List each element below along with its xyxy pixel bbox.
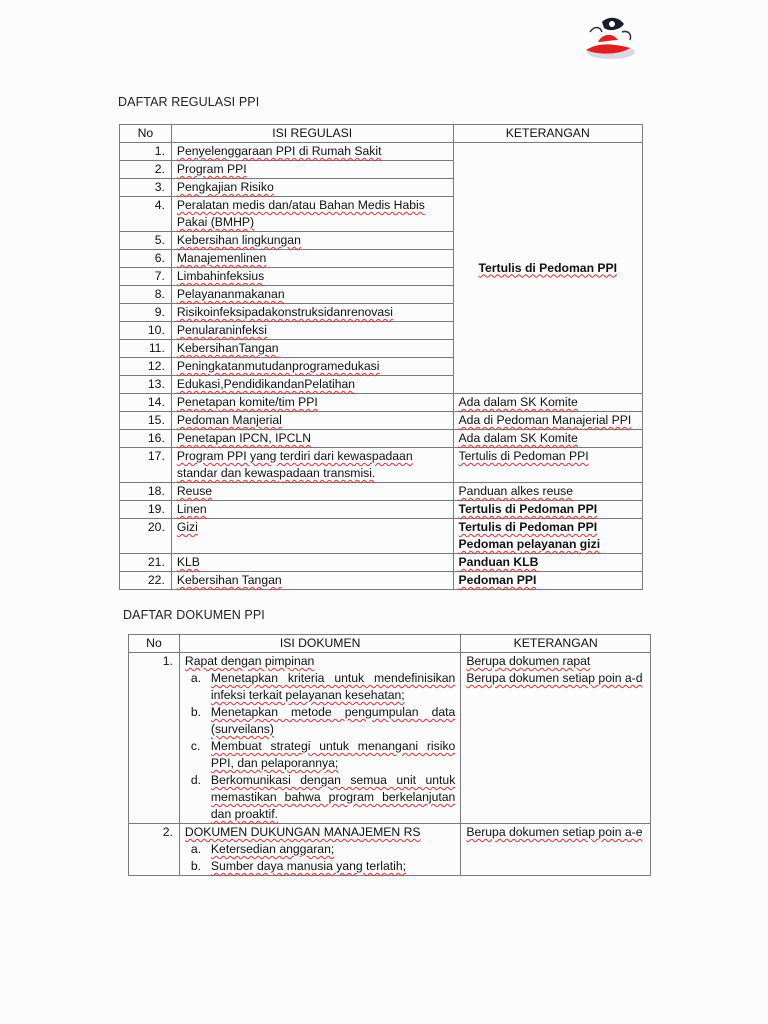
table-row <box>120 412 643 430</box>
row-isi-text: Gizi <box>176 520 198 534</box>
keterangan-text: Ada dalam SK Komite <box>458 431 578 445</box>
row-keterangan <box>453 572 642 590</box>
row-keterangan <box>453 519 642 554</box>
keterangan-text: Ada dalam SK Komite <box>458 395 578 409</box>
keterangan-text: Pedoman PPI <box>458 573 537 587</box>
row-keterangan <box>453 394 642 412</box>
keterangan-text-2: Pedoman pelayanan gizi <box>458 537 601 551</box>
keterangan-text: Panduan alkes reuse <box>458 484 574 498</box>
row-isi-text: Penyelenggaraan PPI di Rumah Sakit <box>176 144 382 158</box>
list-item <box>185 704 455 738</box>
row-isi <box>171 232 453 250</box>
list-item-letter: a. <box>190 842 202 856</box>
row-number: 19. <box>120 501 172 519</box>
list-item-letter: a. <box>190 671 202 685</box>
header-no: No <box>120 125 172 143</box>
list-item-text: Menetapkan kriteria untuk mendefinisikan infeksi terkait pelayanan kesehatan; <box>210 671 456 702</box>
sub-item-list <box>185 670 455 823</box>
row-isi-text: Manajemenlinen <box>176 251 267 265</box>
row-number: 4. <box>120 197 172 232</box>
row-number: 14. <box>120 394 172 412</box>
row-isi-text: Penularaninfeksi <box>176 323 267 337</box>
table-row <box>120 430 643 448</box>
table-row <box>120 143 643 161</box>
table-row <box>120 448 643 483</box>
row-number: 11. <box>120 340 172 358</box>
table-row <box>120 501 643 519</box>
row-number: 10. <box>120 322 172 340</box>
row-isi <box>171 519 453 554</box>
row-isi <box>171 430 453 448</box>
row-number: 5. <box>120 232 172 250</box>
list-item-letter: c. <box>190 739 201 753</box>
row-isi <box>171 376 453 394</box>
list-item <box>185 858 455 875</box>
row-number: 21. <box>120 554 172 572</box>
row-number: 2. <box>120 161 172 179</box>
row-number: 1. <box>129 653 180 824</box>
row-isi <box>171 161 453 179</box>
row-isi <box>171 197 453 232</box>
row-number: 9. <box>120 304 172 322</box>
list-item <box>185 738 455 772</box>
row-isi <box>171 304 453 322</box>
row-number: 18. <box>120 483 172 501</box>
table-row <box>120 554 643 572</box>
section-title-dokumen: DAFTAR DOKUMEN PPI <box>123 608 265 622</box>
row-isi <box>171 394 453 412</box>
row-isi-heading: DOKUMEN DUKUNGAN MANAJEMEN RS <box>184 825 421 839</box>
header-isi: ISI DOKUMEN <box>179 635 460 653</box>
table-row <box>120 483 643 501</box>
row-isi-text: Program PPI yang terdiri dari kewaspadaan standar dan kewaspadaan transmisi. <box>176 449 413 480</box>
header-keterangan: KETERANGAN <box>461 635 651 653</box>
row-isi <box>171 572 453 590</box>
list-item <box>185 670 455 704</box>
keterangan-text: Tertulis di Pedoman PPI <box>458 520 598 534</box>
header-isi: ISI REGULASI <box>171 125 453 143</box>
row-isi-text: Program PPI <box>176 162 247 176</box>
list-item <box>185 772 455 823</box>
keterangan-text: Panduan KLB <box>458 555 539 569</box>
row-isi-heading: Rapat dengan pimpinan <box>184 654 315 668</box>
row-isi <box>171 268 453 286</box>
row-isi <box>171 179 453 197</box>
list-item-text: Ketersedian anggaran; <box>210 842 335 856</box>
list-item-text: Sumber daya manusia yang terlatih; <box>210 859 407 873</box>
row-keterangan <box>453 430 642 448</box>
row-keterangan <box>453 554 642 572</box>
list-item-letter: b. <box>190 705 202 719</box>
table-row <box>120 519 643 554</box>
row-number: 1. <box>120 143 172 161</box>
row-number: 3. <box>120 179 172 197</box>
list-item-text: Menetapkan metode pengumpulan data (surveilans) <box>210 705 456 736</box>
row-isi <box>171 483 453 501</box>
row-isi <box>171 554 453 572</box>
row-isi-text: Pelayananmakanan <box>176 287 285 301</box>
row-isi-text: Peralatan medis dan/atau Bahan Medis Habis Pakai (BMHP) <box>176 198 425 229</box>
row-isi-text: KLB <box>176 555 200 569</box>
row-number: 15. <box>120 412 172 430</box>
row-keterangan <box>461 824 651 876</box>
table-row <box>120 394 643 412</box>
dokumen-table <box>128 634 651 876</box>
row-isi <box>171 143 453 161</box>
row-isi-text: Edukasi,PendidikandanPelatihan <box>176 377 356 391</box>
row-number: 2. <box>129 824 180 876</box>
table-row <box>129 653 651 824</box>
list-item-letter: b. <box>190 859 202 873</box>
keterangan-text: Tertulis di Pedoman PPI <box>478 260 618 275</box>
row-isi-text: Kebersihan lingkungan <box>176 233 301 247</box>
row-isi-text: Risikoinfeksipadakonstruksidanrenovasi <box>176 305 393 319</box>
table-header-row <box>120 125 643 143</box>
row-isi-text: Linen <box>176 502 207 516</box>
row-isi <box>171 322 453 340</box>
row-isi <box>179 653 460 824</box>
row-number: 20. <box>120 519 172 554</box>
sub-item-list <box>185 841 455 875</box>
row-isi <box>171 501 453 519</box>
row-isi <box>171 250 453 268</box>
row-number: 12. <box>120 358 172 376</box>
row-keterangan <box>453 483 642 501</box>
row-number: 17. <box>120 448 172 483</box>
row-isi-text: Penetapan komite/tim PPI <box>176 395 318 409</box>
list-item-text: Berkomunikasi dengan semua unit untuk memastikan bahwa program berkelanjutan dan proaktif. <box>210 773 456 821</box>
header-keterangan: KETERANGAN <box>453 125 642 143</box>
row-isi <box>171 340 453 358</box>
row-number: 22. <box>120 572 172 590</box>
row-number: 7. <box>120 268 172 286</box>
row-isi-text: Pedoman Manjerial <box>176 413 282 427</box>
row-isi-text: Peningkatanmutudanprogramedukasi <box>176 359 380 373</box>
row-isi <box>171 358 453 376</box>
row-isi <box>171 286 453 304</box>
keterangan-text: Ada di Pedoman Manajerial PPI <box>458 413 632 427</box>
row-keterangan <box>453 448 642 483</box>
row-isi <box>171 448 453 483</box>
row-keterangan <box>461 653 651 824</box>
section-title-regulasi: DAFTAR REGULASI PPI <box>118 95 260 109</box>
row-number: 13. <box>120 376 172 394</box>
header-no: No <box>129 635 180 653</box>
table-row <box>120 572 643 590</box>
row-isi-text: Reuse <box>176 484 213 498</box>
keterangan-text: Berupa dokumen setiap poin a-e <box>466 825 643 839</box>
row-number: 16. <box>120 430 172 448</box>
row-keterangan <box>453 501 642 519</box>
row-isi-text: Limbahinfeksius <box>176 269 265 283</box>
keterangan-text: Tertulis di Pedoman PPI <box>458 449 589 463</box>
hospital-logo <box>578 14 640 62</box>
table-row <box>129 824 651 876</box>
row-number: 8. <box>120 286 172 304</box>
list-item <box>185 841 455 858</box>
row-keterangan <box>453 412 642 430</box>
keterangan-text: Berupa dokumen rapat <box>466 654 591 668</box>
regulasi-table <box>119 124 643 590</box>
keterangan-text-2: Berupa dokumen setiap poin a-d <box>466 671 643 685</box>
row-isi-text: Kebersihan Tangan <box>176 573 282 587</box>
list-item-letter: d. <box>190 773 202 787</box>
row-isi <box>179 824 460 876</box>
list-item-text: Membuat strategi untuk menangani risiko PPI, dan pelaporannya; <box>210 739 456 770</box>
row-isi-text: Pengkajian Risiko <box>176 180 274 194</box>
row-keterangan-merged <box>453 143 642 394</box>
row-isi-text: KebersihanTangan <box>176 341 279 355</box>
row-isi <box>171 412 453 430</box>
table-header-row <box>129 635 651 653</box>
keterangan-text: Tertulis di Pedoman PPI <box>458 502 598 516</box>
row-number: 6. <box>120 250 172 268</box>
row-isi-text: Penetapan IPCN, IPCLN <box>176 431 311 445</box>
